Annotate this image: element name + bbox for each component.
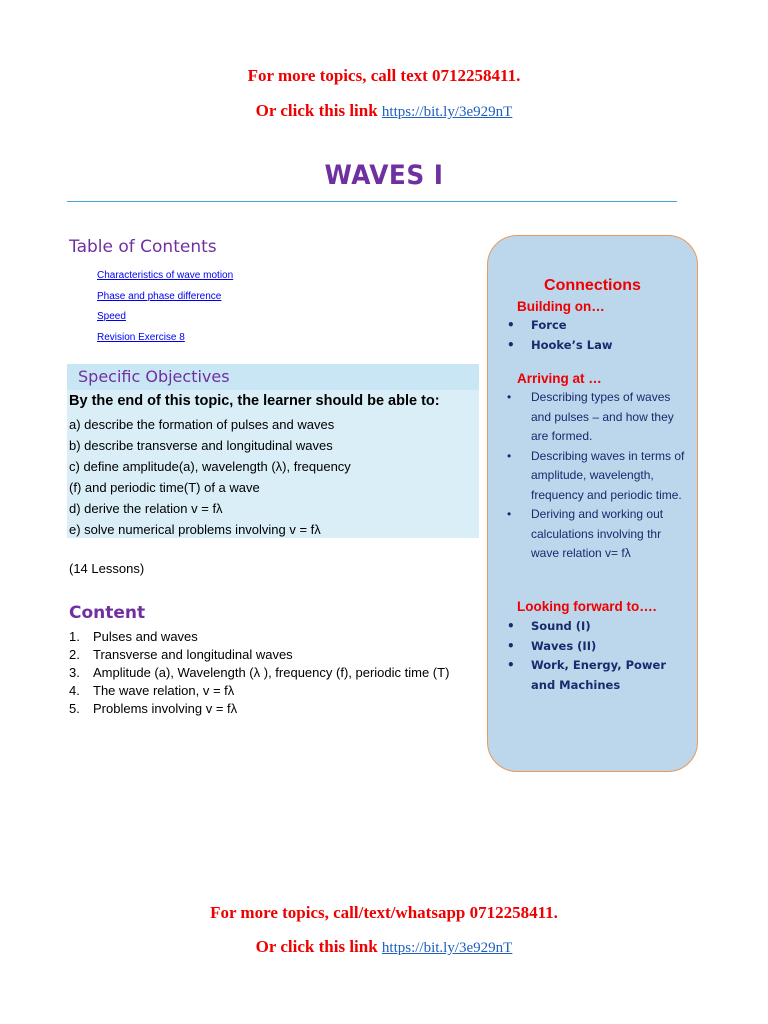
lesson-count: (14 Lessons) bbox=[69, 561, 145, 576]
arriving-at-item: • Deriving and working out calculations involving thr wave relation v= fλ bbox=[505, 505, 690, 564]
looking-forward-item: • Sound (I) bbox=[505, 617, 690, 637]
objectives-list bbox=[69, 414, 351, 540]
content-heading: Content bbox=[69, 603, 146, 623]
promo-top-line: For more topics, call text 0712258411. bbox=[247, 66, 521, 85]
title-divider bbox=[67, 201, 677, 202]
promo-top-link-label: Or click this link bbox=[255, 101, 382, 120]
building-on-item: • Force bbox=[505, 316, 690, 336]
content-item-text: Problems involving v = fλ bbox=[93, 701, 238, 716]
toc-link-speed[interactable]: Speed bbox=[97, 311, 126, 322]
content-item bbox=[69, 700, 479, 718]
arriving-at-list bbox=[505, 388, 690, 564]
toc-heading: Table of Contents bbox=[69, 237, 217, 257]
promo-top-link[interactable]: https://bit.ly/3e929nT bbox=[381, 104, 513, 120]
promo-bottom-line: For more topics, call/text/whatsapp 0712258411. bbox=[210, 903, 558, 922]
looking-forward-label: Looking forward to…. bbox=[517, 599, 657, 614]
building-on-label: Building on… bbox=[517, 299, 605, 314]
objective-item: e) solve numerical problems involving v = fλ bbox=[69, 522, 321, 537]
promo-top-link-line bbox=[0, 101, 768, 121]
building-on-list bbox=[505, 316, 690, 355]
toc-link-phase[interactable]: Phase and phase difference bbox=[97, 290, 222, 302]
content-item-number: 4. bbox=[69, 683, 80, 698]
content-item-text: Transverse and longitudinal waves bbox=[93, 647, 293, 662]
arriving-at-label: Arriving at … bbox=[517, 371, 602, 386]
content-list bbox=[69, 628, 479, 718]
objective-item: d) derive the relation v = fλ bbox=[69, 501, 223, 516]
connections-title: Connections bbox=[544, 277, 641, 294]
promo-bottom-link-label: Or click this link bbox=[255, 937, 382, 956]
content-item-text: Pulses and waves bbox=[93, 629, 198, 644]
content-item-number: 1. bbox=[69, 629, 80, 644]
objectives-intro: By the end of this topic, the learner should be able to: bbox=[69, 393, 440, 409]
content-item bbox=[69, 682, 479, 700]
looking-forward-list bbox=[505, 617, 690, 695]
toc-item bbox=[97, 328, 233, 349]
content-item bbox=[69, 628, 479, 646]
promo-bottom-link-line bbox=[0, 937, 768, 957]
content-item-text: Amplitude (a), Wavelength (λ ), frequency (f), periodic time (T) bbox=[93, 665, 450, 680]
building-on-item: • Hooke’s Law bbox=[505, 336, 690, 356]
arriving-at-item: • Describing types of waves and pulses – and how they are formed. bbox=[505, 388, 690, 447]
objectives-heading: Specific Objectives bbox=[78, 367, 230, 386]
content-item-text: The wave relation, v = fλ bbox=[93, 683, 235, 698]
content-item-number: 5. bbox=[69, 701, 80, 716]
looking-forward-item: • Work, Energy, Power and Machines bbox=[505, 656, 690, 695]
content-item-number: 3. bbox=[69, 665, 80, 680]
objective-item: (f) and periodic time(T) of a wave bbox=[69, 480, 260, 495]
toc-link-characteristics[interactable]: Characteristics of wave motion bbox=[97, 270, 234, 281]
toc-item bbox=[97, 307, 233, 328]
toc-link-revision[interactable]: Revision Exercise 8 bbox=[97, 331, 185, 343]
objective-item: c) define amplitude(a), wavelength (λ), frequency bbox=[69, 459, 351, 474]
toc-item bbox=[97, 287, 233, 308]
content-item bbox=[69, 646, 479, 664]
objective-item: b) describe transverse and longitudinal waves bbox=[69, 438, 333, 453]
looking-forward-item: • Waves (II) bbox=[505, 637, 690, 657]
objective-item: a) describe the formation of pulses and waves bbox=[69, 417, 335, 432]
content-item bbox=[69, 664, 479, 682]
document-title: WAVES I bbox=[324, 160, 444, 191]
content-item-number: 2. bbox=[69, 647, 80, 662]
toc-list bbox=[97, 266, 233, 348]
arriving-at-item: • Describing waves in terms of amplitude, wavelength, frequency and periodic time. bbox=[505, 447, 690, 506]
promo-bottom-link[interactable]: https://bit.ly/3e929nT bbox=[381, 940, 513, 956]
toc-item bbox=[97, 266, 233, 287]
